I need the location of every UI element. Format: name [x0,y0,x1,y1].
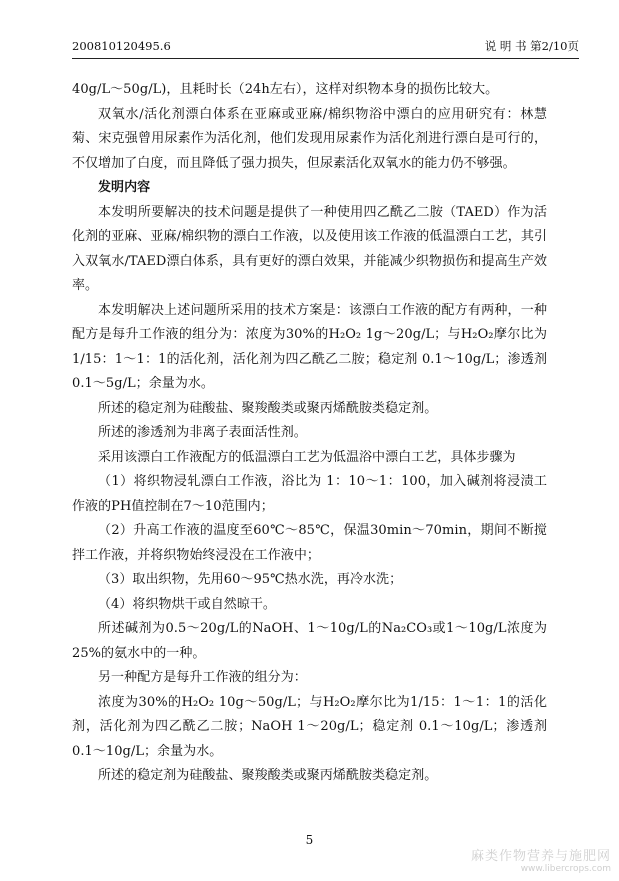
document-type-and-page: 说 明 书 第2/10页 [484,39,579,53]
document-number: 200810120495.6 [72,39,171,53]
paragraph-prior-research: 双氧水/活化剂漂白体系在亚麻或亚麻/棉织物浴中漂白的应用研究有：林慧菊、宋克强曾用尿素作为活化剂，他们发现用尿素作为活化剂进行漂白是可行的，不仅增加了白度，而且降低了强力损失，但尿素活化双氧水的能力仍不够强。 [72,106,547,171]
paragraph-alkali-agent: 所述碱剂为0.5～20g/L的NaOH、1～10g/L的Na₂CO₃或1～10g/L浓度为25%的氨水中的一种。 [72,621,547,661]
paragraph-technical-problem: 本发明所要解决的技术问题是提供了一种使用四乙酰乙二胺（TAED）作为活化剂的亚麻、亚麻/棉织物的漂白工作液，以及使用该工作液的低温漂白工艺，其引入双氧水/TAED漂白体系，具有更好的漂白效果，并能减少织物损伤和提高生产效率。 [72,204,547,293]
page-number: 5 [305,833,314,847]
paragraph-technical-solution: 本发明解决上述问题所采用的技术方案是：该漂白工作液的配方有两种，一种配方是每升工作液的组分为：浓度为30%的H₂O₂ 1g～20g/L；与H₂O₂摩尔比为1/15：1～1：1的活化剂，活化剂为四乙酰乙二胺；稳定剂 0.1～10g/L；渗透剂 0.1～5g/L；余量为水。 [72,302,547,391]
header-rule [72,58,579,59]
paragraph-second-formula: 浓度为30%的H₂O₂ 10g～50g/L；与H₂O₂摩尔比为1/15：1～1：1的活化剂，活化剂为四乙酰乙二胺；NaOH 1～20g/L；稳定剂 0.1～10g/L；渗透剂 0.1～10g/L；余量为水。 [72,694,547,759]
process-step-4: （4）将织物烘干或自然晾干。 [98,596,276,612]
section-heading-invention-content: 发明内容 [98,180,151,195]
watermark-site-name: 麻类作物营养与施肥网 [470,849,611,864]
paragraph-stabilizer: 所述的稳定剂为硅酸盐、聚羧酸类或聚丙烯酰胺类稳定剂。 [98,400,438,416]
paragraph-continuation: 40g/L～50g/L)，且耗时长（24h左右），这样对织物本身的损伤比较大。 [72,82,499,97]
document-body [72,78,547,789]
process-step-3: （3）取出织物，先用60～95℃热水洗，再冷水洗； [98,572,403,587]
paragraph-penetrant: 所述的渗透剂为非离子表面活性剂。 [98,425,307,440]
page-header [72,38,579,54]
paragraph-process-intro: 采用该漂白工作液配方的低温漂白工艺为低温浴中漂白工艺，具体步骤为 [98,449,516,465]
site-watermark [471,849,611,875]
process-step-1: （1）将织物浸轧漂白工作液，浴比为 1：10～1：100，加入碱剂将浸渍工作液的PH值控制在7～10范围内； [72,474,547,514]
process-step-2: （2）升高工作液的温度至60℃～85℃，保温30min～70min，期间不断搅拌工作液，并将织物始终浸没在工作液中； [72,523,547,563]
paragraph-stabilizer-repeat: 所述的稳定剂为硅酸盐、聚羧酸类或聚丙烯酰胺类稳定剂。 [98,768,438,783]
paragraph-second-formula-intro: 另一种配方是每升工作液的组分为： [98,670,307,685]
watermark-url: www.libercrops.com [520,864,611,874]
